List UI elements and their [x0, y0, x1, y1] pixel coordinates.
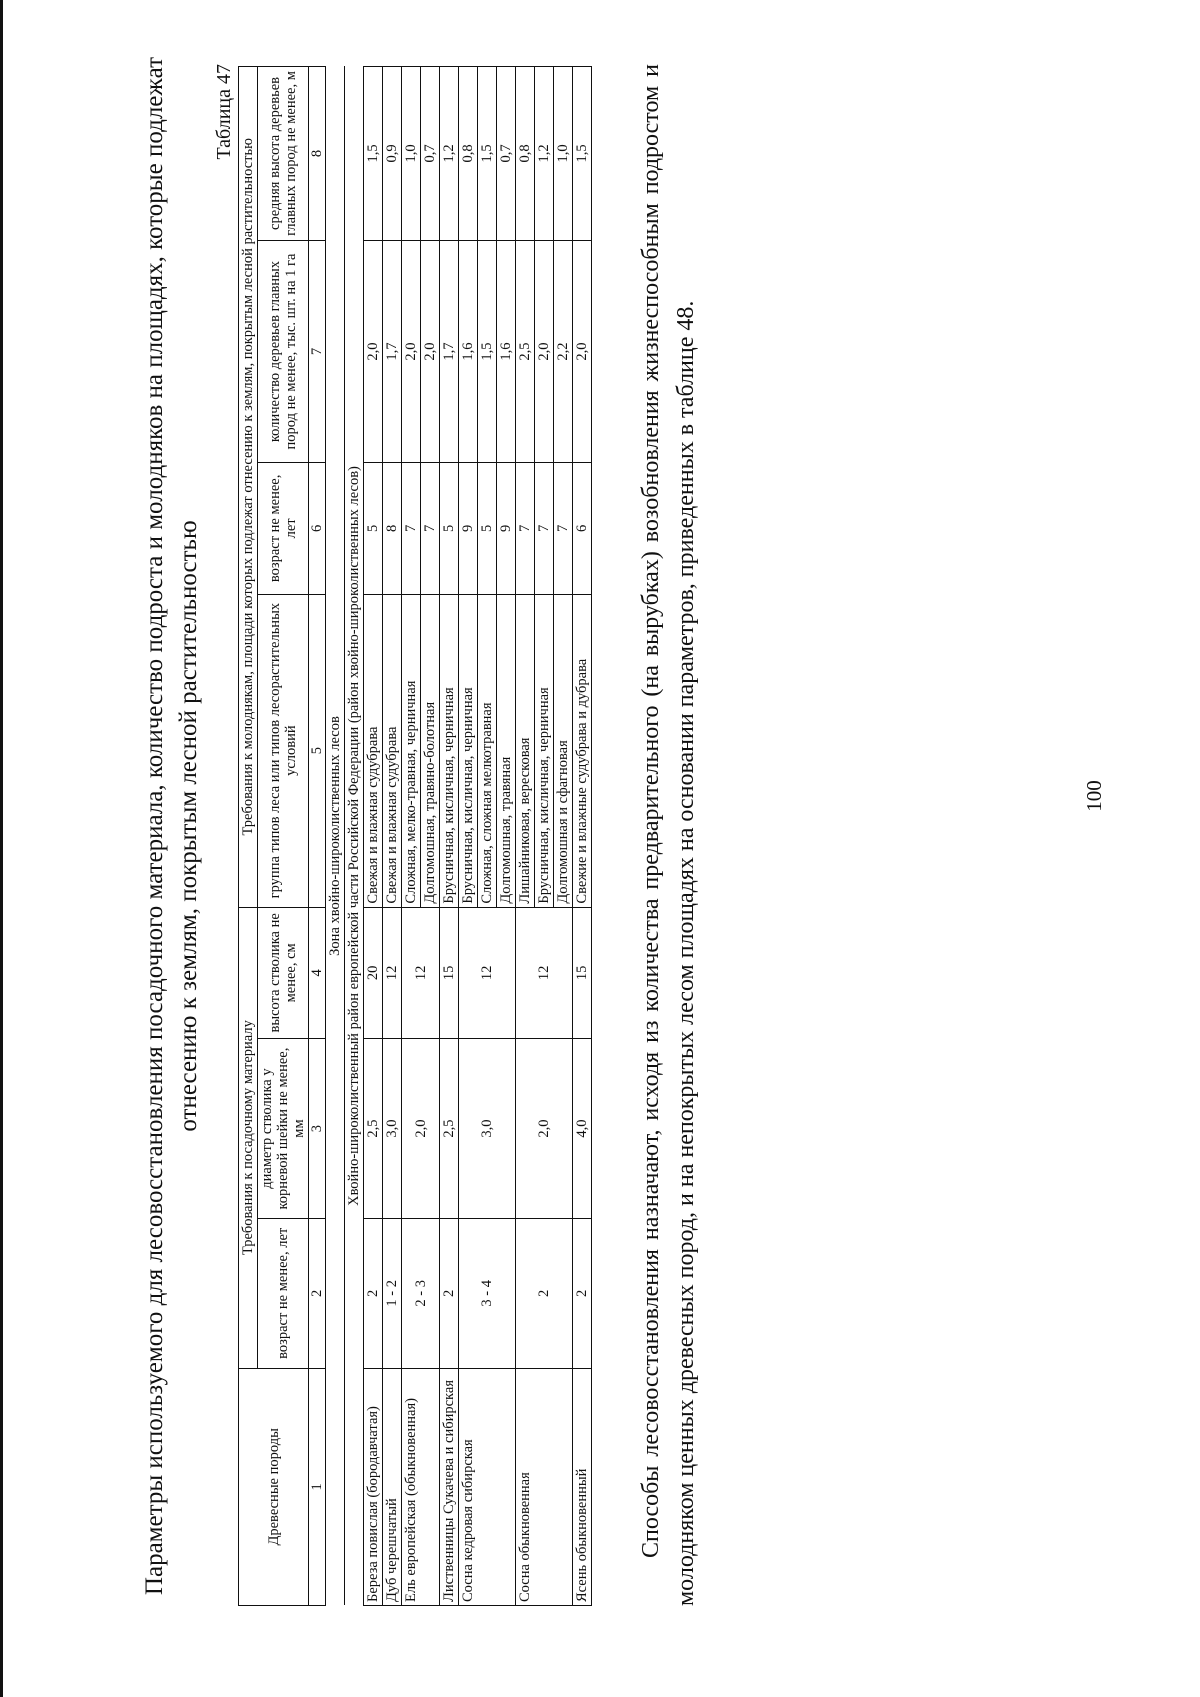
- table-row: [402, 67, 421, 1606]
- mean-height-cell: 1,5: [573, 67, 592, 241]
- region-row: [345, 67, 364, 1606]
- col-number: 6: [309, 463, 326, 595]
- body-paragraph: Способы лесовосстановления назначают, исходя из количества предварительного (на вырубках) возобновления жизнеспособным подростом и молодняком ценных древесных пород, и на непокрытых лесом площадях на основании параметров, приведенных в таблице 48.: [638, 64, 699, 1606]
- species-cell: Сосна кедровая сибирская: [459, 1368, 516, 1605]
- height-cell: 20: [364, 907, 383, 1039]
- table-row: [573, 67, 592, 1606]
- forest-group-cell: Лишайниковая, вересковая: [516, 594, 535, 907]
- tree-count-cell: 2,0: [364, 240, 383, 462]
- col-number: 8: [309, 67, 326, 241]
- height-cell: 12: [459, 907, 516, 1039]
- col-number: 3: [309, 1039, 326, 1219]
- header-age-material: возраст не менее, лет: [258, 1219, 309, 1369]
- material-age-cell: 2: [516, 1219, 573, 1369]
- material-age-cell: 1 - 2: [383, 1219, 402, 1369]
- height-cell: 12: [402, 907, 440, 1039]
- young-age-cell: 7: [402, 463, 421, 595]
- binding-edge: [0, 0, 3, 1697]
- mean-height-cell: 1,5: [364, 67, 383, 241]
- mean-height-cell: 1,5: [478, 67, 497, 241]
- tree-count-cell: 1,7: [383, 240, 402, 462]
- species-cell: Ель европейская (обыкновенная): [402, 1368, 440, 1605]
- forest-group-cell: Брусничная, кисличная, черничная: [535, 594, 554, 907]
- forest-group-cell: Сложная, мелко-травная, черничная: [402, 594, 421, 907]
- material-age-cell: 3 - 4: [459, 1219, 516, 1369]
- species-cell: Лиственницы Сукачева и сибирская: [440, 1368, 459, 1605]
- region-label: Хвойно-широколиственный район европейской части Российской Федерации (район хвойно-широколиственных лесов): [345, 67, 364, 1606]
- diameter-cell: 2,0: [402, 1039, 440, 1219]
- material-age-cell: 2 - 3: [402, 1219, 440, 1369]
- young-age-cell: 7: [535, 463, 554, 595]
- rotated-content: [138, 46, 1078, 1606]
- height-cell: 12: [383, 907, 402, 1039]
- young-age-cell: 5: [440, 463, 459, 595]
- mean-height-cell: 1,2: [535, 67, 554, 241]
- mean-height-cell: 0,7: [497, 67, 516, 241]
- col-number: 1: [309, 1368, 326, 1605]
- tree-count-cell: 2,0: [421, 240, 440, 462]
- tree-count-cell: 2,0: [535, 240, 554, 462]
- col-number: 7: [309, 240, 326, 462]
- diameter-cell: 3,0: [459, 1039, 516, 1219]
- mean-height-cell: 0,8: [459, 67, 478, 241]
- young-age-cell: 8: [383, 463, 402, 595]
- col-number: 2: [309, 1219, 326, 1369]
- tree-count-cell: 2,0: [402, 240, 421, 462]
- mean-height-cell: 1,0: [554, 67, 573, 241]
- forest-group-cell: Брусничная, кисличная, черничная: [440, 594, 459, 907]
- species-cell: Береза повислая (бородавчатая): [364, 1368, 383, 1605]
- tree-count-cell: 2,0: [573, 240, 592, 462]
- header-height: высота стволика не менее, см: [258, 907, 309, 1039]
- column-number-row: [309, 67, 326, 1606]
- header-age-young: возраст не менее, лет: [258, 463, 309, 595]
- diameter-cell: 2,5: [440, 1039, 459, 1219]
- zone-label: Зона хвойно-широколиственных лесов: [326, 67, 345, 1606]
- young-age-cell: 5: [478, 463, 497, 595]
- material-age-cell: 2: [364, 1219, 383, 1369]
- table-title: Параметры используемого для лесовосстановления посадочного материала, количество подроста и молодняков на площадях, которые подлежат отнесению к землям, покрытым лесной растительностью: [141, 56, 202, 1596]
- tree-count-cell: 2,2: [554, 240, 573, 462]
- height-cell: 15: [573, 907, 592, 1039]
- material-age-cell: 2: [573, 1219, 592, 1369]
- tree-count-cell: 1,6: [459, 240, 478, 462]
- tree-count-cell: 1,5: [478, 240, 497, 462]
- mean-height-cell: 0,8: [516, 67, 535, 241]
- species-cell: Дуб черешчатый: [383, 1368, 402, 1605]
- species-cell: Сосна обыкновенная: [516, 1368, 573, 1605]
- diameter-cell: 4,0: [573, 1039, 592, 1219]
- height-cell: 15: [440, 907, 459, 1039]
- page-number: 100: [1082, 780, 1106, 812]
- forest-group-cell: Долгомошная и сфагновая: [554, 594, 573, 907]
- header-mean-height: средняя высота деревьев главных пород не менее, м: [258, 67, 309, 241]
- col-number: 4: [309, 907, 326, 1039]
- tree-count-cell: 2,5: [516, 240, 535, 462]
- header-planting-material: Требования к посадочному материалу: [239, 907, 258, 1368]
- tree-count-cell: 1,6: [497, 240, 516, 462]
- young-age-cell: 7: [421, 463, 440, 595]
- header-diameter: диаметр стволика у корневой шейки не менее, мм: [258, 1039, 309, 1219]
- forest-group-cell: Брусничная, кисличная, черничная: [459, 594, 478, 907]
- young-age-cell: 5: [364, 463, 383, 595]
- young-age-cell: 9: [459, 463, 478, 595]
- table-row: [516, 67, 535, 1606]
- young-age-cell: 6: [573, 463, 592, 595]
- diameter-cell: 2,5: [364, 1039, 383, 1219]
- table-row: [383, 67, 402, 1606]
- mean-height-cell: 1,2: [440, 67, 459, 241]
- zone-row: [326, 67, 345, 1606]
- table-row: [364, 67, 383, 1606]
- parameters-table: [238, 66, 592, 1606]
- mean-height-cell: 0,9: [383, 67, 402, 241]
- height-cell: 12: [516, 907, 573, 1039]
- diameter-cell: 3,0: [383, 1039, 402, 1219]
- table-body: [309, 67, 592, 1606]
- material-age-cell: 2: [440, 1219, 459, 1369]
- table-row: [459, 67, 478, 1606]
- forest-group-cell: Сложная, сложная мелкотравная: [478, 594, 497, 907]
- mean-height-cell: 0,7: [421, 67, 440, 241]
- young-age-cell: 9: [497, 463, 516, 595]
- tree-count-cell: 1,7: [440, 240, 459, 462]
- header-young-stands: Требования к молоднякам, площади которых подлежат отнесению к землям, покрытым лесной растительностью: [239, 67, 258, 908]
- header-forest-group: группа типов леса или типов лесорастительных условий: [258, 594, 309, 907]
- forest-group-cell: Долгомошная, травяная: [497, 594, 516, 907]
- table-number: Таблица 47: [213, 64, 235, 160]
- forest-group-cell: Свежая и влажная судубрава: [383, 594, 402, 907]
- mean-height-cell: 1,0: [402, 67, 421, 241]
- young-age-cell: 7: [554, 463, 573, 595]
- header-species: Древесные породы: [239, 1368, 309, 1605]
- forest-group-cell: Свежая и влажная судубрава: [364, 594, 383, 907]
- table-row: [440, 67, 459, 1606]
- species-cell: Ясень обыкновенный: [573, 1368, 592, 1605]
- col-number: 5: [309, 594, 326, 907]
- forest-group-cell: Свежие и влажные судубрава и дубрава: [573, 594, 592, 907]
- diameter-cell: 2,0: [516, 1039, 573, 1219]
- forest-group-cell: Долгомошная, травяно-болотная: [421, 594, 440, 907]
- young-age-cell: 7: [516, 463, 535, 595]
- header-tree-count: количество деревьев главных пород не менее, тыс. шт. на 1 га: [258, 240, 309, 462]
